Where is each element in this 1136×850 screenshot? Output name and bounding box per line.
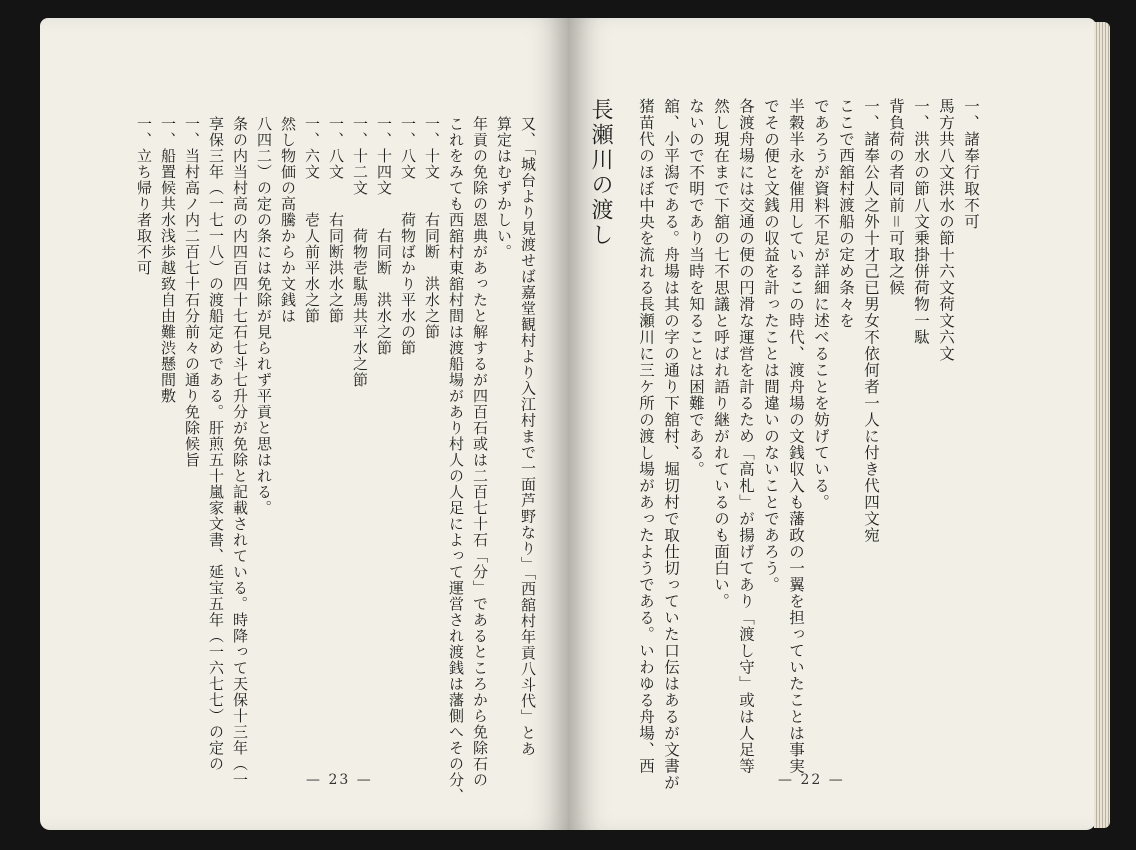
text-column: 一、諸奉公人之外十才己已男女不依何者一人に付き代四文宛 bbox=[862, 98, 880, 544]
text-column: ここで西舘村渡船の定め条々を bbox=[837, 98, 855, 329]
text-column: でその便と文銭の収益を計ったことは間違いのないことであろう。 bbox=[762, 98, 780, 593]
text-column: ないので不明であり当時を知ることは困難である。 bbox=[687, 98, 705, 478]
text-column: 八四二）の定の条には免除が見られず平貢と思はれる。 bbox=[255, 116, 273, 516]
text-column: であろうが資料不足が詳細に述べることを妨げている。 bbox=[812, 98, 830, 511]
text-column: 条の内当村高の内四百四十七石七斗七升分が免除と記載されている。時降って天保十三年（一 bbox=[231, 116, 249, 788]
text-column: 一、船置候共水浅歩越致自由難渋懸間敷 bbox=[159, 116, 177, 404]
text-column: 一、十四文 右同断 洪水之節 bbox=[375, 116, 393, 356]
text-column: 舘、小平潟である。舟場は其の字の通り下舘村、堀切村で取仕切っていた口伝はあるが文書が bbox=[662, 98, 680, 791]
text-column: 算定はむずかしい。 bbox=[495, 116, 513, 260]
text-column: 馬方共八文洪水の節十六文荷文六文 bbox=[937, 98, 955, 362]
text-column: 又、「城台より見渡せば嘉堂観村より入江村まで一面芦野なり」「西舘村年貢八斗代」とあ bbox=[519, 116, 537, 757]
text-column: 一、八文 荷物ばかり平水の節 bbox=[399, 116, 417, 356]
text-column: 猪苗代のほぼ中央を流れる長瀬川に三ケ所の渡し場があったようである。いわゆる舟場、西 bbox=[637, 98, 655, 775]
text-column: これをみても西舘村東舘村間は渡船場があり村人の人足によって運営され渡銭は藩側へその分、 bbox=[447, 116, 465, 804]
text-column: 一、十文 右同断 洪水之節 bbox=[423, 116, 441, 340]
text-column: 然し現在まで下舘の七不思議と呼ばれ語り継がれているのも面白い。 bbox=[712, 98, 730, 610]
page-edges bbox=[1094, 22, 1110, 828]
text-column: 背負荷の者同前＝可取之候 bbox=[887, 98, 905, 297]
text-column: 半穀半永を催用しているこの時代、渡舟場の文銭収入も藩政の一翼を担っていたことは事実 bbox=[787, 98, 805, 775]
text-column: 一、六文 壱人前平水之節 bbox=[303, 116, 321, 324]
section-title: 長瀬川の渡し bbox=[588, 98, 613, 248]
text-column: 年貢の免除の恩典があったと解するが四百石或は二百七十石「分」であるところから免除石の bbox=[471, 116, 489, 788]
text-column: 各渡舟場には交通の便の円滑な運営を計るため「高札」が揚げてあり「渡し守」或は人足等 bbox=[737, 98, 755, 775]
text-column: 一、八文 右同断洪水之節 bbox=[327, 116, 345, 324]
text-column: 一、洪水の節八文乗掛併荷物一駄 bbox=[912, 98, 930, 346]
text-column: 一、当村高ノ内二百七十石分前々の通り免除候旨 bbox=[183, 116, 201, 468]
page-number-left: — 23 — bbox=[306, 772, 373, 788]
title-gap bbox=[615, 98, 633, 738]
page-number-right: — 22 — bbox=[778, 772, 845, 788]
text-column: 一、立ち帰り者取不可 bbox=[135, 116, 153, 276]
text-column: 然し物価の高騰からか文銭は bbox=[279, 116, 297, 324]
text-column: 一、諸奉行取不可 bbox=[962, 98, 980, 230]
text-column: 一、十二文 荷物壱駄馬共平水之節 bbox=[351, 116, 369, 388]
text-column: 享保三年（一七一八）の渡船定めである。肝煎五十嵐家文書、延宝五年（一六七七）の定の bbox=[207, 116, 225, 772]
